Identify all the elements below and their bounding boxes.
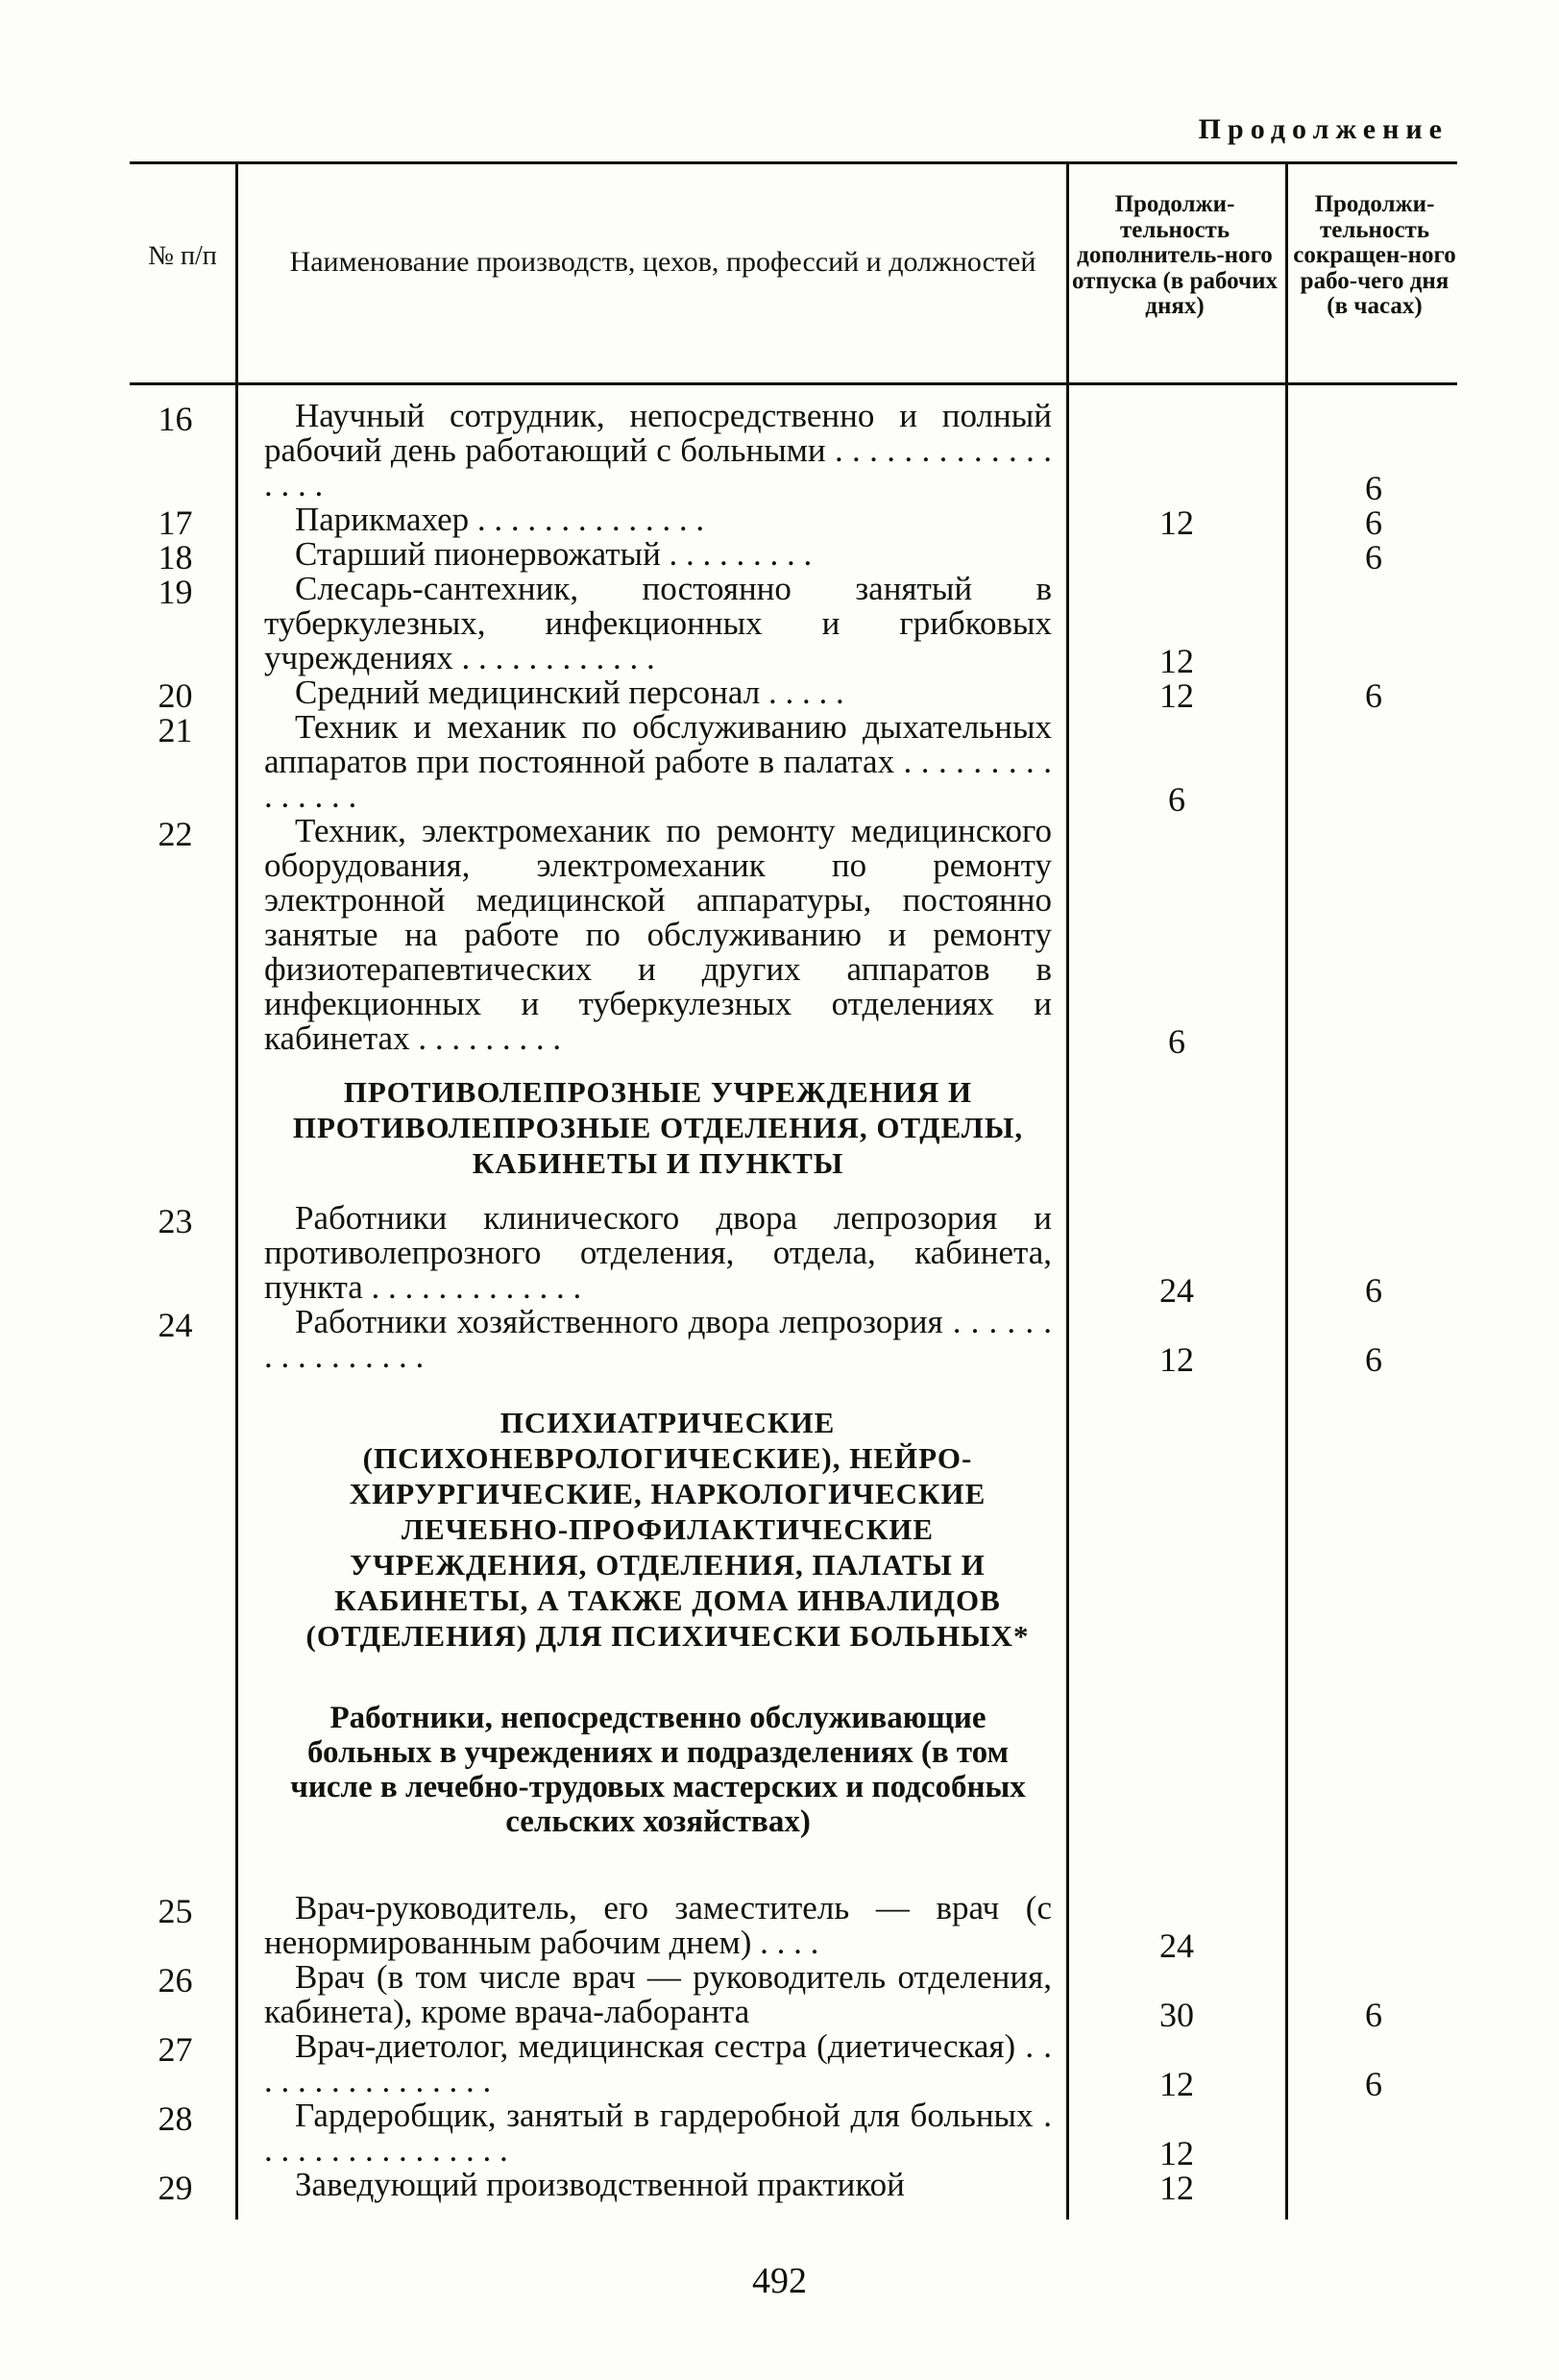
row-short-day: 6 <box>1365 1340 1382 1379</box>
row-number: 22 <box>158 815 193 853</box>
row-name: Техник, электромеханик по ремонту медицинского оборудования, электромеханик по ремонту электронной медицинской аппаратуры, постоянно занятые на работе по обслуживанию и ремонту физиотерапевтических и других аппаратов в инфекционных и туберкулезных отделениях и кабинетах . . . . . . . . . <box>264 812 1052 1057</box>
row-extra-leave: 12 <box>1159 2065 1194 2103</box>
header-bottom-rule <box>130 382 1457 385</box>
row-name: Слесарь-сантехник, постоянно занятый в туберкулезных, инфекционных и грибковых учреждениях . . . . . . . . . . . . <box>264 570 1052 676</box>
header-name: Наименование производств, цехов, профессий и должностей <box>289 246 1036 278</box>
row-name: Врач-диетолог, медицинская сестра (диетическая) . . . . . . . . . . . . . . . . <box>264 2027 1052 2099</box>
row-name: Заведующий производственной практикой <box>295 2166 905 2203</box>
row-extra-leave: 12 <box>1159 2169 1194 2207</box>
section-subheading-staff: Работники, непосредственно обслуживающие больных в учреждениях и подразделениях (в том числе в лечебно-трудовых мастерских и подсобных сельских хозяйствах) <box>290 1701 1026 1839</box>
row-name: Старший пионервожатый . . . . . . . . . <box>295 535 813 573</box>
row-number: 17 <box>158 503 193 542</box>
row-extra-leave: 24 <box>1159 1926 1194 1965</box>
row-number: 23 <box>158 1202 193 1240</box>
row-number: 19 <box>158 573 193 611</box>
row-number: 20 <box>158 676 193 715</box>
header-num: № п/п <box>148 241 217 271</box>
row-number: 28 <box>158 2099 193 2138</box>
row-extra-leave: 12 <box>1159 2134 1194 2172</box>
row-name: Научный сотрудник, непосредственно и полный рабочий день работающий с больными . . . . . . . . . . . . . . . . . <box>264 397 1052 503</box>
row-name: Гардеробщик, занятый в гардеробной для больных . . . . . . . . . . . . . . . . <box>264 2097 1052 2169</box>
row-name: Работники клинического двора лепрозория и противолепрозного отделения, отдела, кабинета, пункта . . . . . . . . . . . . . <box>264 1199 1052 1306</box>
row-short-day: 6 <box>1365 503 1382 542</box>
row-extra-leave: 24 <box>1159 1271 1194 1310</box>
header-extra-leave: Продолжи-тельность дополнитель-ного отпуска (в рабочих днях) <box>1072 191 1278 319</box>
row-number: 18 <box>158 538 193 577</box>
row-short-day: 6 <box>1365 1996 1382 2034</box>
row-name: Врач-руководитель, его заместитель — врач (с ненормированным рабочим днем) . . . . <box>264 1889 1052 1961</box>
row-number: 24 <box>158 1306 193 1344</box>
col-rule-1 <box>235 163 238 2220</box>
row-number: 26 <box>158 1961 193 2000</box>
row-extra-leave: 12 <box>1159 1340 1194 1379</box>
row-extra-leave: 30 <box>1159 1996 1194 2034</box>
row-number: 16 <box>158 400 193 438</box>
row-number: 21 <box>158 711 193 749</box>
row-extra-leave: 12 <box>1159 503 1194 542</box>
col-rule-2 <box>1066 163 1069 2220</box>
row-name: Работники хозяйственного двора лепрозория . . . . . . . . . . . . . . . . <box>264 1303 1052 1375</box>
section-heading-psychiatric: ПСИХИАТРИЧЕСКИЕ (ПСИХОНЕВРОЛОГИЧЕСКИЕ), НЕЙРО-ХИРУРГИЧЕСКИЕ, НАРКОЛОГИЧЕСКИЕ ЛЕЧЕБНО-ПРОФИЛАКТИЧЕСКИЕ УЧРЕЖДЕНИЯ, ОТДЕЛЕНИЯ, ПАЛАТЫ И КАБИНЕТЫ, А ТАКЖЕ ДОМА ИНВАЛИДОВ (ОТДЕЛЕНИЯ) ДЛЯ ПСИХИЧЕСКИ БОЛЬНЫХ* <box>305 1406 1030 1653</box>
row-extra-leave: 12 <box>1159 642 1194 680</box>
row-short-day: 6 <box>1365 1271 1382 1310</box>
row-name: Парикмахер . . . . . . . . . . . . . . <box>295 501 705 538</box>
row-extra-leave: 6 <box>1168 1022 1185 1061</box>
continued-label: Продолжение <box>1198 113 1449 145</box>
row-short-day: 6 <box>1365 2065 1382 2103</box>
row-name: Техник и механик по обслуживанию дыхательных аппаратов при постоянной работе в палатах . . . . . . . . . . . . . . . <box>264 708 1052 815</box>
header-short-day: Продолжи-тельность сокращен-ного рабо-чего дня (в часах) <box>1293 191 1456 319</box>
row-extra-leave: 12 <box>1159 676 1194 715</box>
row-number: 27 <box>158 2030 193 2069</box>
row-number: 25 <box>158 1892 193 1930</box>
row-short-day: 6 <box>1365 676 1382 715</box>
row-name: Врач (в том числе врач — руководитель отделения, кабинета), кроме врача-лаборанта <box>264 1958 1052 2030</box>
row-name: Средний медицинский персонал . . . . . <box>295 674 844 711</box>
row-number: 29 <box>158 2169 193 2207</box>
page-number: 492 <box>752 2261 807 2301</box>
row-short-day: 6 <box>1365 538 1382 577</box>
row-short-day: 6 <box>1365 469 1382 507</box>
col-rule-3 <box>1285 163 1288 2220</box>
header-top-rule <box>130 161 1457 164</box>
row-extra-leave: 6 <box>1168 780 1185 819</box>
section-heading-leprosy: ПРОТИВОЛЕПРОЗНЫЕ УЧРЕЖДЕНИЯ И ПРОТИВОЛЕПРОЗНЫЕ ОТДЕЛЕНИЯ, ОТДЕЛЫ, КАБИНЕТЫ И ПУНКТЫ <box>292 1075 1024 1180</box>
